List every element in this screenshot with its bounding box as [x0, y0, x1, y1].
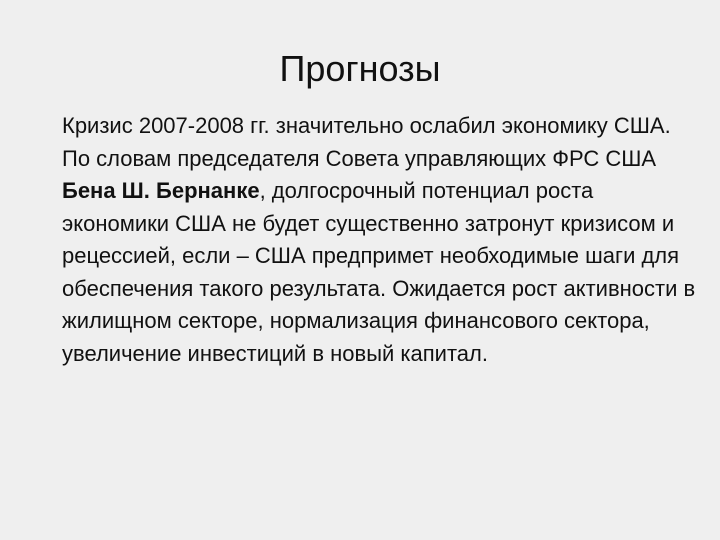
slide-title: Прогнозы — [279, 48, 441, 89]
paragraph-forecast — [62, 143, 702, 371]
bernanke-name: Бена Ш. Бернанке — [62, 178, 260, 203]
slide-body — [62, 110, 702, 370]
paragraph-crisis: Кризис 2007-2008 гг. значительно ослабил экономику США. — [62, 113, 671, 138]
forecast-intro-text: По словам председателя Совета управляющих ФРС США — [62, 145, 657, 171]
forecast-body-text: , долгосрочный потенциал роста экономики США не будет существенно затронут кризисом и рецессией, если – США предпримет необходимые шаги для обеспечения такого результата. Ожидается рост активности в жилищном секторе, нормализация финансового сектора, увеличение инвестиций в новый капитал. — [62, 178, 696, 366]
